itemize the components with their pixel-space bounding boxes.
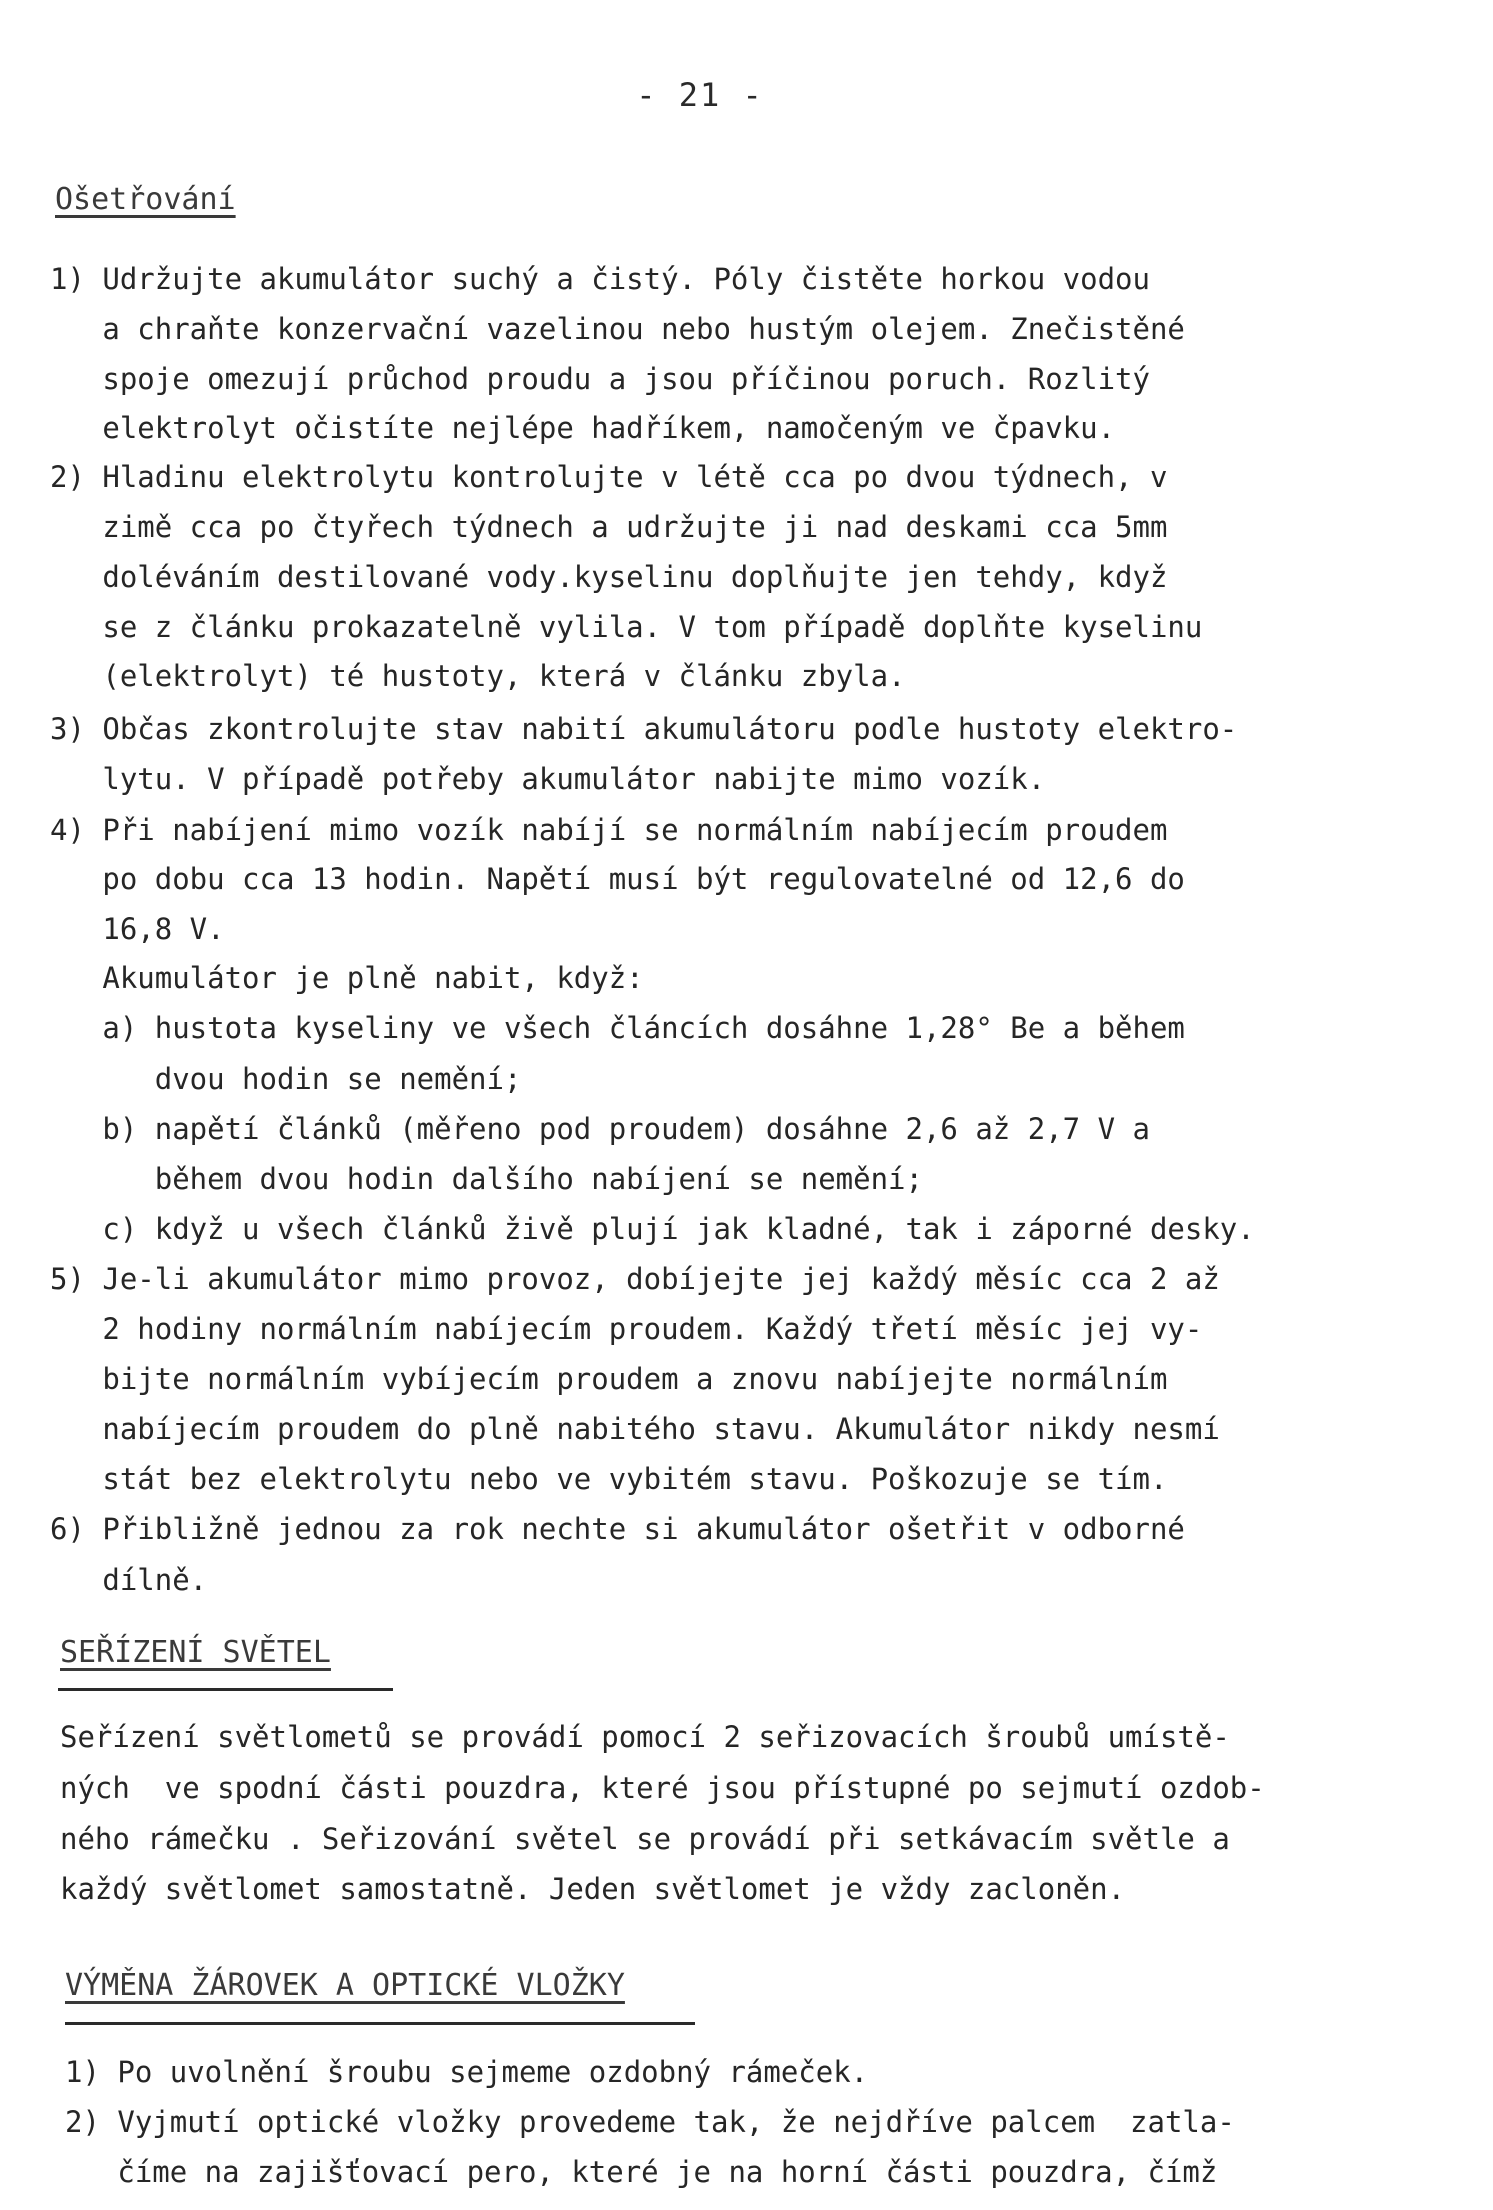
text-line: 2) Vyjmutí optické vložky provedeme tak, že nejdříve palcem zatla- [65,2105,1235,2139]
text-line: 6) Přibližně jednou za rok nechte si akumulátor ošetřit v odborné [50,1512,1185,1546]
text-line: 5) Je-li akumulátor mimo provoz, dobíjejte jej každý měsíc cca 2 až [50,1262,1220,1296]
section-heading-bulb-replacement: VÝMĚNA ŽÁROVEK A OPTICKÉ VLOŽKY [65,1968,625,2003]
text-line: Seřízení světlometů se provádí pomocí 2 seřizovacích šroubů umístě- [60,1720,1230,1754]
text-line: 1) Po uvolnění šroubu sejmeme ozdobný rámeček. [65,2055,869,2089]
section-heading-light-adjustment: SEŘÍZENÍ SVĚTEL [60,1635,331,1670]
text-line: b) napětí článků (měřeno pod proudem) dosáhne 2,6 až 2,7 V a [50,1112,1150,1146]
text-line: a) hustota kyseliny ve všech článcích dosáhne 1,28° Be a během [50,1011,1185,1045]
text-line: během dvou hodin dalšího nabíjení se nemění; [50,1162,923,1196]
page-number: - 21 - [636,76,764,114]
text-line: lytu. V případě potřeby akumulátor nabijte mimo vozík. [50,762,1046,796]
text-line: 4) Při nabíjení mimo vozík nabíjí se normálním nabíjecím proudem [50,813,1168,847]
text-line: po dobu cca 13 hodin. Napětí musí být regulovatelné od 12,6 do [50,862,1185,896]
text-line: 3) Občas zkontrolujte stav nabití akumulátoru podle hustoty elektro- [50,712,1238,746]
text-line: ných ve spodní části pouzdra, které jsou přístupné po sejmutí ozdob- [60,1771,1265,1805]
text-line: 16,8 V. [50,912,225,946]
heading-divider [58,1688,393,1691]
section-heading-maintenance: Ošetřování [55,182,236,217]
text-line: číme na zajišťovací pero, které je na horní části pouzdra, čímž [65,2155,1218,2189]
text-line: (elektrolyt) té hustoty, která v článku zbyla. [50,659,906,693]
text-line: bijte normálním vybíjecím proudem a znovu nabíjejte normálním [50,1362,1168,1396]
text-line: c) když u všech článků živě plují jak kladné, tak i záporné desky. [50,1212,1255,1246]
text-line: se z článku prokazatelně vylila. V tom případě doplňte kyselinu [50,610,1203,644]
text-line: dvou hodin se nemění; [50,1062,522,1096]
text-line: stát bez elektrolytu nebo ve vybitém stavu. Poškozuje se tím. [50,1462,1168,1496]
text-line: 2 hodiny normálním nabíjecím proudem. Každý třetí měsíc jej vy- [50,1312,1203,1346]
heading-divider [65,2022,695,2025]
text-line: ného rámečku . Seřizování světel se provádí při setkávacím světle a [60,1822,1230,1856]
text-line: elektrolyt očistíte nejlépe hadříkem, namočeným ve čpavku. [50,411,1116,445]
text-line: Akumulátor je plně nabit, když: [50,961,644,995]
text-line: nabíjecím proudem do plně nabitého stavu. Akumulátor nikdy nesmí [50,1412,1220,1446]
text-line: dílně. [50,1563,208,1597]
text-line: 2) Hladinu elektrolytu kontrolujte v létě cca po dvou týdnech, v [50,460,1168,494]
text-line: doléváním destilované vody.kyselinu doplňujte jen tehdy, když [50,560,1168,594]
text-line: spoje omezují průchod proudu a jsou příčinou poruch. Rozlitý [50,362,1150,396]
text-line: každý světlomet samostatně. Jeden světlomet je vždy zacloněn. [60,1872,1126,1906]
text-line: zimě cca po čtyřech týdnech a udržujte ji nad deskami cca 5mm [50,510,1168,544]
text-line: 1) Udržujte akumulátor suchý a čistý. Póly čistěte horkou vodou [50,262,1150,296]
text-line: a chraňte konzervační vazelinou nebo hustým olejem. Znečistěné [50,312,1185,346]
